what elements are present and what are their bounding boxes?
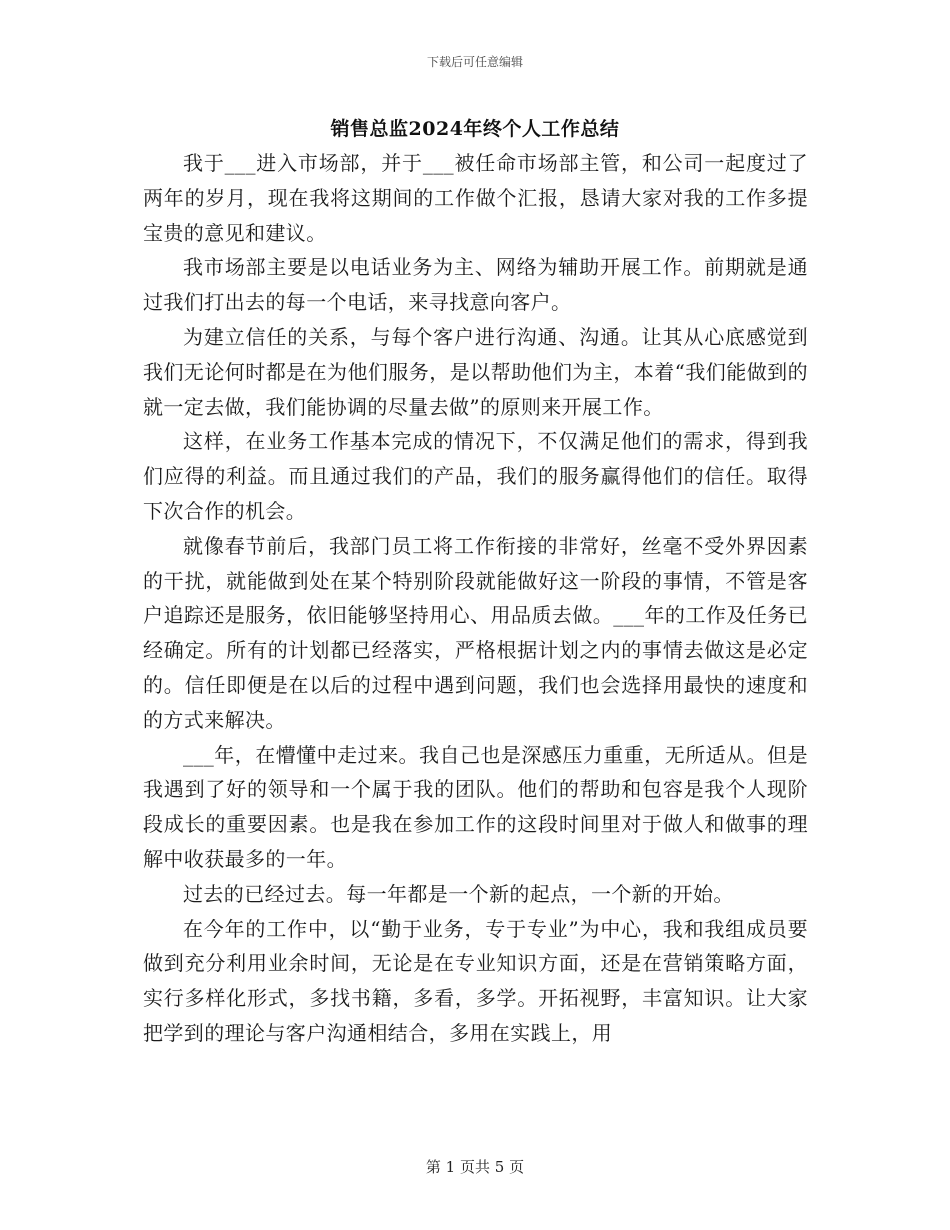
paragraph-3: 为建立信任的关系，与每个客户进行沟通、沟通。让其从心底感觉到我们无论何时都是在为他们服务，是以帮助他们为主，本着“我们能做到的就一定去做，我们能协调的尽量去做”的原则来开展工作。 xyxy=(143,324,808,419)
page-number-footer: 第 1 页共 5 页 xyxy=(425,1158,525,1176)
paragraph-1: 我于___进入市场部，并于___被任命市场部主管，和公司一起度过了两年的岁月，现在我将这期间的工作做个汇报，恳请大家对我的工作多提宝贵的意见和建议。 xyxy=(143,151,808,245)
paragraph-8: 在今年的工作中，以“勤于业务，专于专业”为中心，我和我组成员要做到充分利用业余时间，无论是在专业知识方面，还是在营销策略方面，实行多样化形式，多找书籍，多看，多学。开拓视野，丰富知识。让大家把学到的理论与客户沟通相结合，多用在实践上，用 xyxy=(143,916,808,1045)
document-body xyxy=(143,146,808,1051)
paragraph-5: 就像春节前后，我部门员工将工作衔接的非常好，丝毫不受外界因素的干扰，就能做到处在某个特别阶段就能做好这一阶段的事情，不管是客户追踪还是服务，依旧能够坚持用心、用品质去做。___年的工作及任务已经确定。所有的计划都已经落实，严格根据计划之内的事情去做这是必定的。信任即便是在以后的过程中遇到问题，我们也会选择用最快的速度和的方式来解决。 xyxy=(143,533,808,732)
download-edit-note: 下载后可任意编辑 xyxy=(426,55,523,69)
paragraph-4: 这样，在业务工作基本完成的情况下，不仅满足他们的需求，得到我们应得的利益。而且通过我们的产品，我们的服务赢得他们的信任。取得下次合作的机会。 xyxy=(143,429,808,523)
paragraph-7: 过去的已经过去。每一年都是一个新的起点，一个新的开始。 xyxy=(183,881,734,906)
paragraph-2: 我市场部主要是以电话业务为主、网络为辅助开展工作。前期就是通过我们打出去的每一个电话，来寻找意向客户。 xyxy=(143,255,808,315)
document-title: 销售总监2024年终个人工作总结 xyxy=(330,118,620,140)
paragraph-6: ___年，在懵懂中走过来。我自己也是深感压力重重，无所适从。但是我遇到了好的领导和一个属于我的团队。他们的帮助和包容是我个人现阶段成长的重要因素。也是我在参加工作的这段时间里对于做人和做事的理解中收获最多的一年。 xyxy=(143,742,808,871)
